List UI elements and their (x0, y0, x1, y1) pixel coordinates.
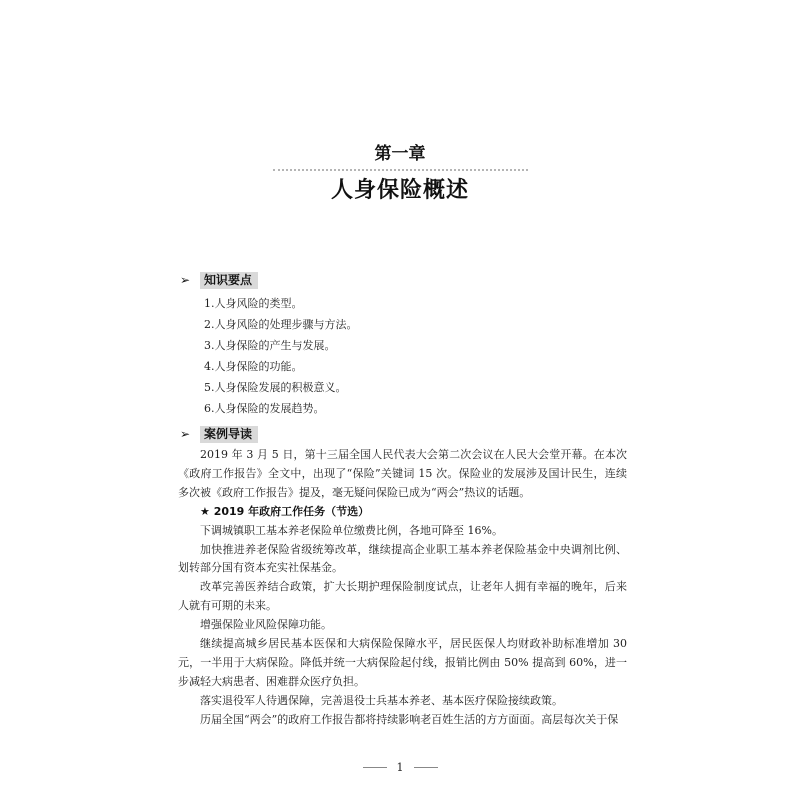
page-number: 1 (396, 761, 404, 774)
chapter-header (0, 143, 800, 205)
footer-rule (414, 767, 438, 768)
arrow-icon: ➢ (180, 273, 191, 287)
paragraph-subheading: ★ 2019 年政府工作任务（节选） (200, 504, 370, 518)
chapter-number: 第一章 (374, 144, 426, 164)
paragraph: 历届全国“两会”的政府工作报告都将持续影响老百姓生活的方方面面。高层每次关于保 (200, 712, 619, 726)
section-label: 知识要点 (200, 272, 258, 289)
case-body (178, 446, 627, 730)
paragraph: 增强保险业风险保障功能。 (200, 618, 332, 632)
list-item: 1.人身风险的类型。 (204, 297, 303, 310)
footer-rule (363, 767, 387, 768)
paragraph: 加快推进养老保险省级统筹改革，继续提高企业职工基本养老保险基金中央调剂比例、划转部分国有资本充实社保基金。 (178, 542, 627, 575)
list-item: 6.人身保险的发展趋势。 (204, 402, 325, 415)
paragraph: 落实退役军人待遇保障，完善退役士兵基本养老、基本医疗保险接续政策。 (200, 693, 563, 707)
arrow-icon: ➢ (180, 427, 191, 441)
paragraph: 下调城镇职工基本养老保险单位缴费比例，各地可降至 16%。 (200, 523, 503, 537)
chapter-title: 人身保险概述 (330, 178, 469, 203)
knowledge-points-list (204, 293, 358, 419)
paragraph: 改革完善医养结合政策，扩大长期护理保险制度试点，让老年人拥有幸福的晚年，后来人就有可期的未来。 (178, 580, 627, 613)
list-item: 4.人身保险的功能。 (204, 360, 303, 373)
page-footer (0, 761, 800, 774)
section-heading-case (180, 425, 258, 443)
section-heading-knowledge (180, 271, 258, 289)
list-item: 5.人身保险发展的积极意义。 (204, 381, 347, 394)
section-label: 案例导读 (200, 426, 258, 443)
list-item: 3.人身保险的产生与发展。 (204, 339, 336, 352)
paragraph: 2019 年 3 月 5 日，第十三届全国人民代表大会第二次会议在人民大会堂开幕。在本次《政府工作报告》全文中，出现了“保险”关键词 15 次。保险业的发展涉及国计民生，连续多次被《政府工作报告》提及，毫无疑问保险已成为“两会”热议的话题。 (178, 448, 627, 499)
paragraph: 继续提高城乡居民基本医保和大病保险保障水平，居民医保人均财政补助标准增加 30 元，一半用于大病保险。降低并统一大病保险起付线，报销比例由 50% 提高到 60%，进一步减轻大病患者、困难群众医疗负担。 (178, 637, 627, 688)
dotted-divider (273, 169, 528, 171)
list-item: 2.人身风险的处理步骤与方法。 (204, 318, 358, 331)
